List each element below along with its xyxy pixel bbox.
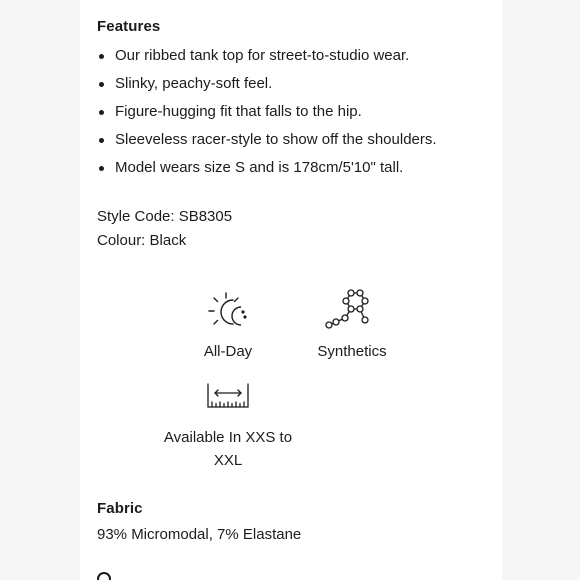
fabric-composition: 93% Micromodal, 7% Elastane xyxy=(97,526,302,543)
list-item xyxy=(97,44,437,72)
feature-text: Slinky, peachy-soft feel. xyxy=(115,75,273,92)
molecule-icon xyxy=(325,287,377,333)
feature-text: Sleeveless racer-style to show off the shoulders. xyxy=(115,131,437,148)
size-range-line-2: XXL xyxy=(213,452,243,469)
bullet-dot xyxy=(99,110,104,115)
product-details-panel xyxy=(80,0,502,580)
list-item xyxy=(97,128,437,156)
right-margin xyxy=(502,0,580,580)
synthetics-label: Synthetics xyxy=(317,343,387,360)
feature-text: Figure-hugging fit that falls to the hip. xyxy=(115,103,362,120)
size-ruler-icon xyxy=(206,381,250,409)
left-margin xyxy=(0,0,80,580)
bullet-dot xyxy=(99,82,104,87)
all-day-label: All-Day xyxy=(203,343,253,360)
colour: Colour: Black xyxy=(97,232,187,249)
size-range-label xyxy=(160,426,296,472)
cropped-heading-fragment xyxy=(97,572,111,580)
features-list xyxy=(97,44,437,184)
bullet-dot xyxy=(99,166,104,171)
features-heading: Features xyxy=(97,18,161,35)
fabric-heading: Fabric xyxy=(97,500,143,517)
sun-moon-icon xyxy=(206,290,250,334)
bullet-dot xyxy=(99,54,104,59)
list-item xyxy=(97,72,437,100)
list-item xyxy=(97,156,437,184)
feature-text: Our ribbed tank top for street-to-studio wear. xyxy=(115,47,410,64)
size-range-line-1: Available In XXS to xyxy=(163,429,293,446)
style-code: Style Code: SB8305 xyxy=(97,208,233,225)
bullet-dot xyxy=(99,138,104,143)
list-item xyxy=(97,100,437,128)
feature-text: Model wears size S and is 178cm/5'10" tall. xyxy=(115,159,404,176)
